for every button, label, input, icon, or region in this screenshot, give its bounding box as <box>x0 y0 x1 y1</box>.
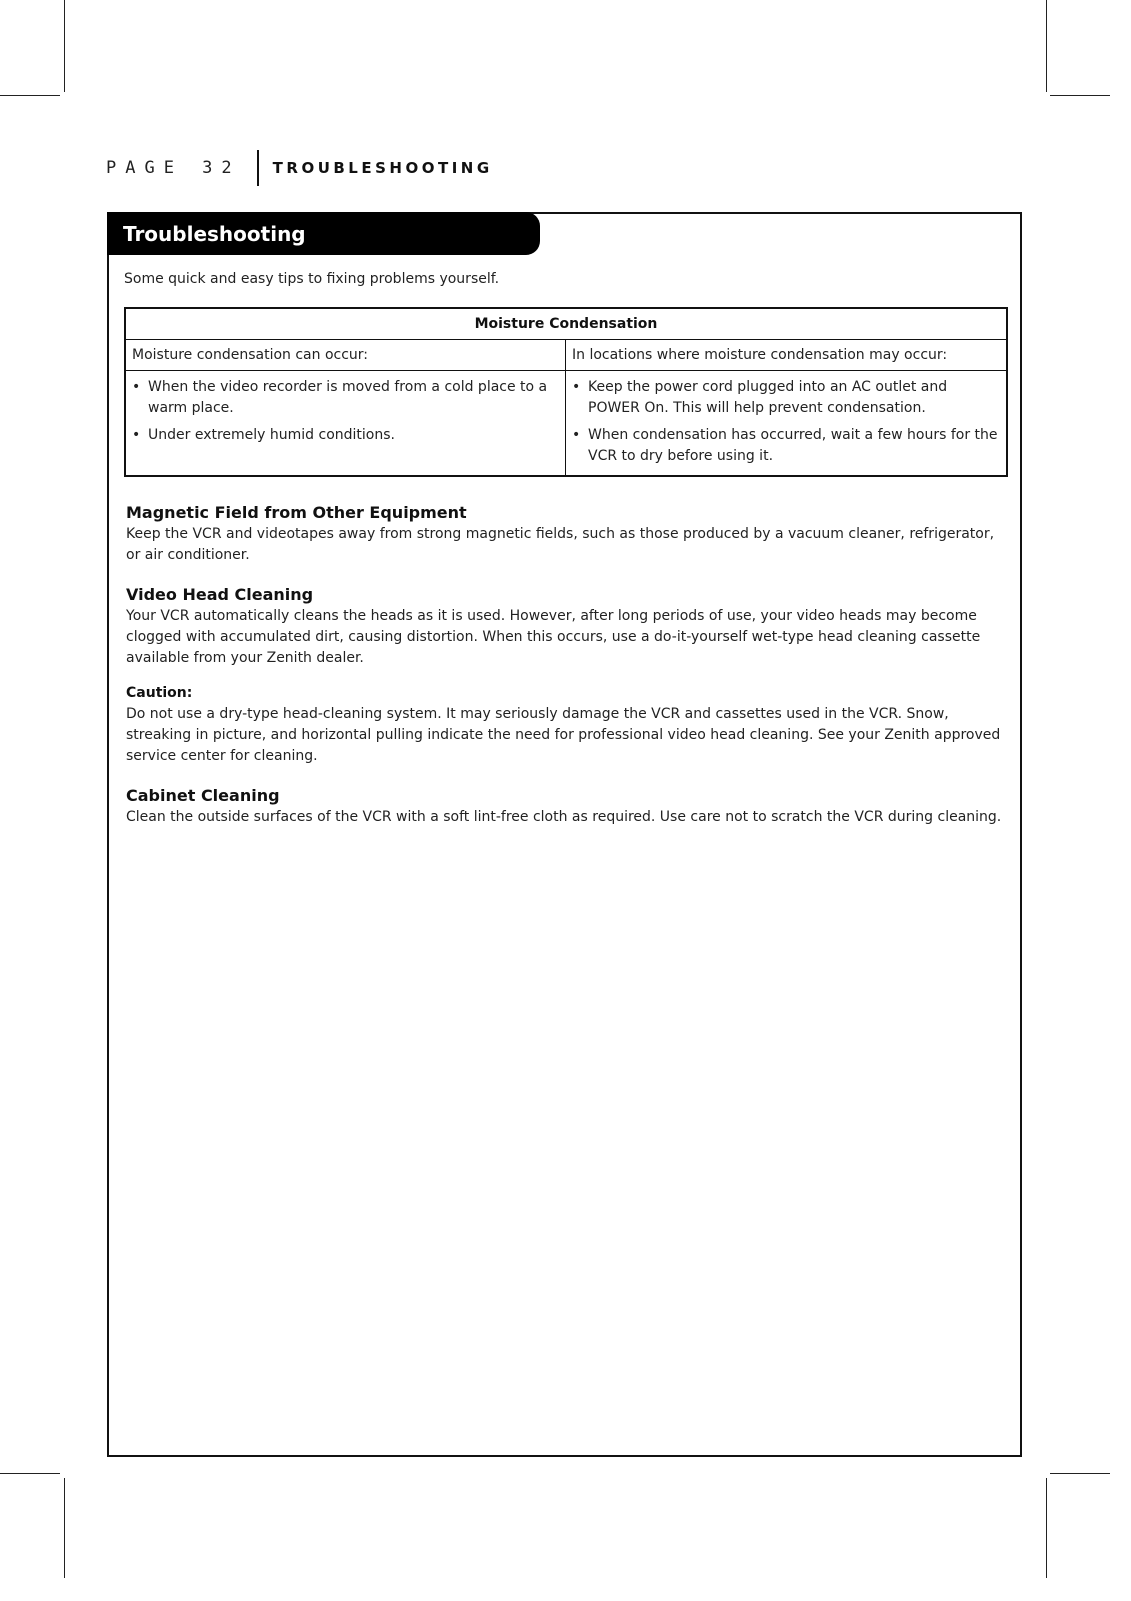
header-divider <box>257 150 259 186</box>
page-number: PAGE 32 <box>106 158 241 178</box>
bullet-icon: • <box>132 427 141 443</box>
list-item <box>132 377 557 419</box>
running-header <box>106 150 493 186</box>
section-heading: Video Head Cleaning <box>126 585 314 604</box>
troubleshooting-sections <box>126 502 1011 846</box>
bullet-icon: • <box>132 379 141 395</box>
table-grid <box>126 340 1006 475</box>
page-title-text: Troubleshooting <box>123 221 306 246</box>
crop-mark <box>0 95 60 96</box>
intro-text: Some quick and easy tips to fixing problems yourself. <box>124 271 500 287</box>
page-title <box>107 212 540 255</box>
table-cell-left <box>126 371 566 475</box>
video-head-cleaning-section <box>126 584 1011 767</box>
crop-mark <box>1046 1478 1047 1578</box>
list-item <box>572 425 998 467</box>
crop-mark <box>64 1478 65 1578</box>
bullet-icon: • <box>572 379 581 395</box>
list-item-text: When condensation has occurred, wait a few hours for the VCR to dry before using it. <box>588 427 998 464</box>
cabinet-cleaning-section <box>126 785 1011 828</box>
list-item <box>132 425 557 446</box>
table-header-left: Moisture condensation can occur: <box>126 340 566 371</box>
table-caption: Moisture Condensation <box>126 309 1006 340</box>
section-body: Your VCR automatically cleans the heads as it is used. However, after long periods of use, your video heads may become clogged with accumulated dirt, causing distortion. When this occurs, use a do-it-yourself wet-type head cleaning cassette available from your Zenith dealer. <box>126 608 981 666</box>
list-item-text: When the video recorder is moved from a cold place to a warm place. <box>148 379 548 416</box>
list-item-text: Under extremely humid conditions. <box>148 427 395 443</box>
section-body: Clean the outside surfaces of the VCR with a soft lint-free cloth as required. Use care not to scratch the VCR during cleaning. <box>126 809 1002 825</box>
crop-mark <box>0 1473 60 1474</box>
crop-mark <box>1050 95 1110 96</box>
header-section-title: TROUBLESHOOTING <box>272 159 493 177</box>
bullet-icon: • <box>572 427 581 443</box>
moisture-table <box>124 307 1008 477</box>
list-item-text: Keep the power cord plugged into an AC outlet and POWER On. This will help prevent condensation. <box>588 379 948 416</box>
magnetic-field-section <box>126 502 1011 566</box>
section-heading: Magnetic Field from Other Equipment <box>126 503 467 522</box>
caution-label: Caution: <box>126 685 193 701</box>
caution-body: Do not use a dry-type head-cleaning system. It may seriously damage the VCR and cassettes used in the VCR. Snow, streaking in picture, and horizontal pulling indicate the need for professional video head cleaning. See your Zenith approved service center for cleaning. <box>126 706 1001 764</box>
section-body: Keep the VCR and videotapes away from strong magnetic fields, such as those produced by a vacuum cleaner, refrigerator, or air conditioner. <box>126 526 995 563</box>
list-item <box>572 377 998 419</box>
crop-mark <box>64 0 65 92</box>
table-header-right: In locations where moisture condensation may occur: <box>566 340 1006 371</box>
table-cell-right <box>566 371 1006 475</box>
crop-mark <box>1046 0 1047 92</box>
crop-mark <box>1050 1473 1110 1474</box>
section-heading: Cabinet Cleaning <box>126 786 280 805</box>
